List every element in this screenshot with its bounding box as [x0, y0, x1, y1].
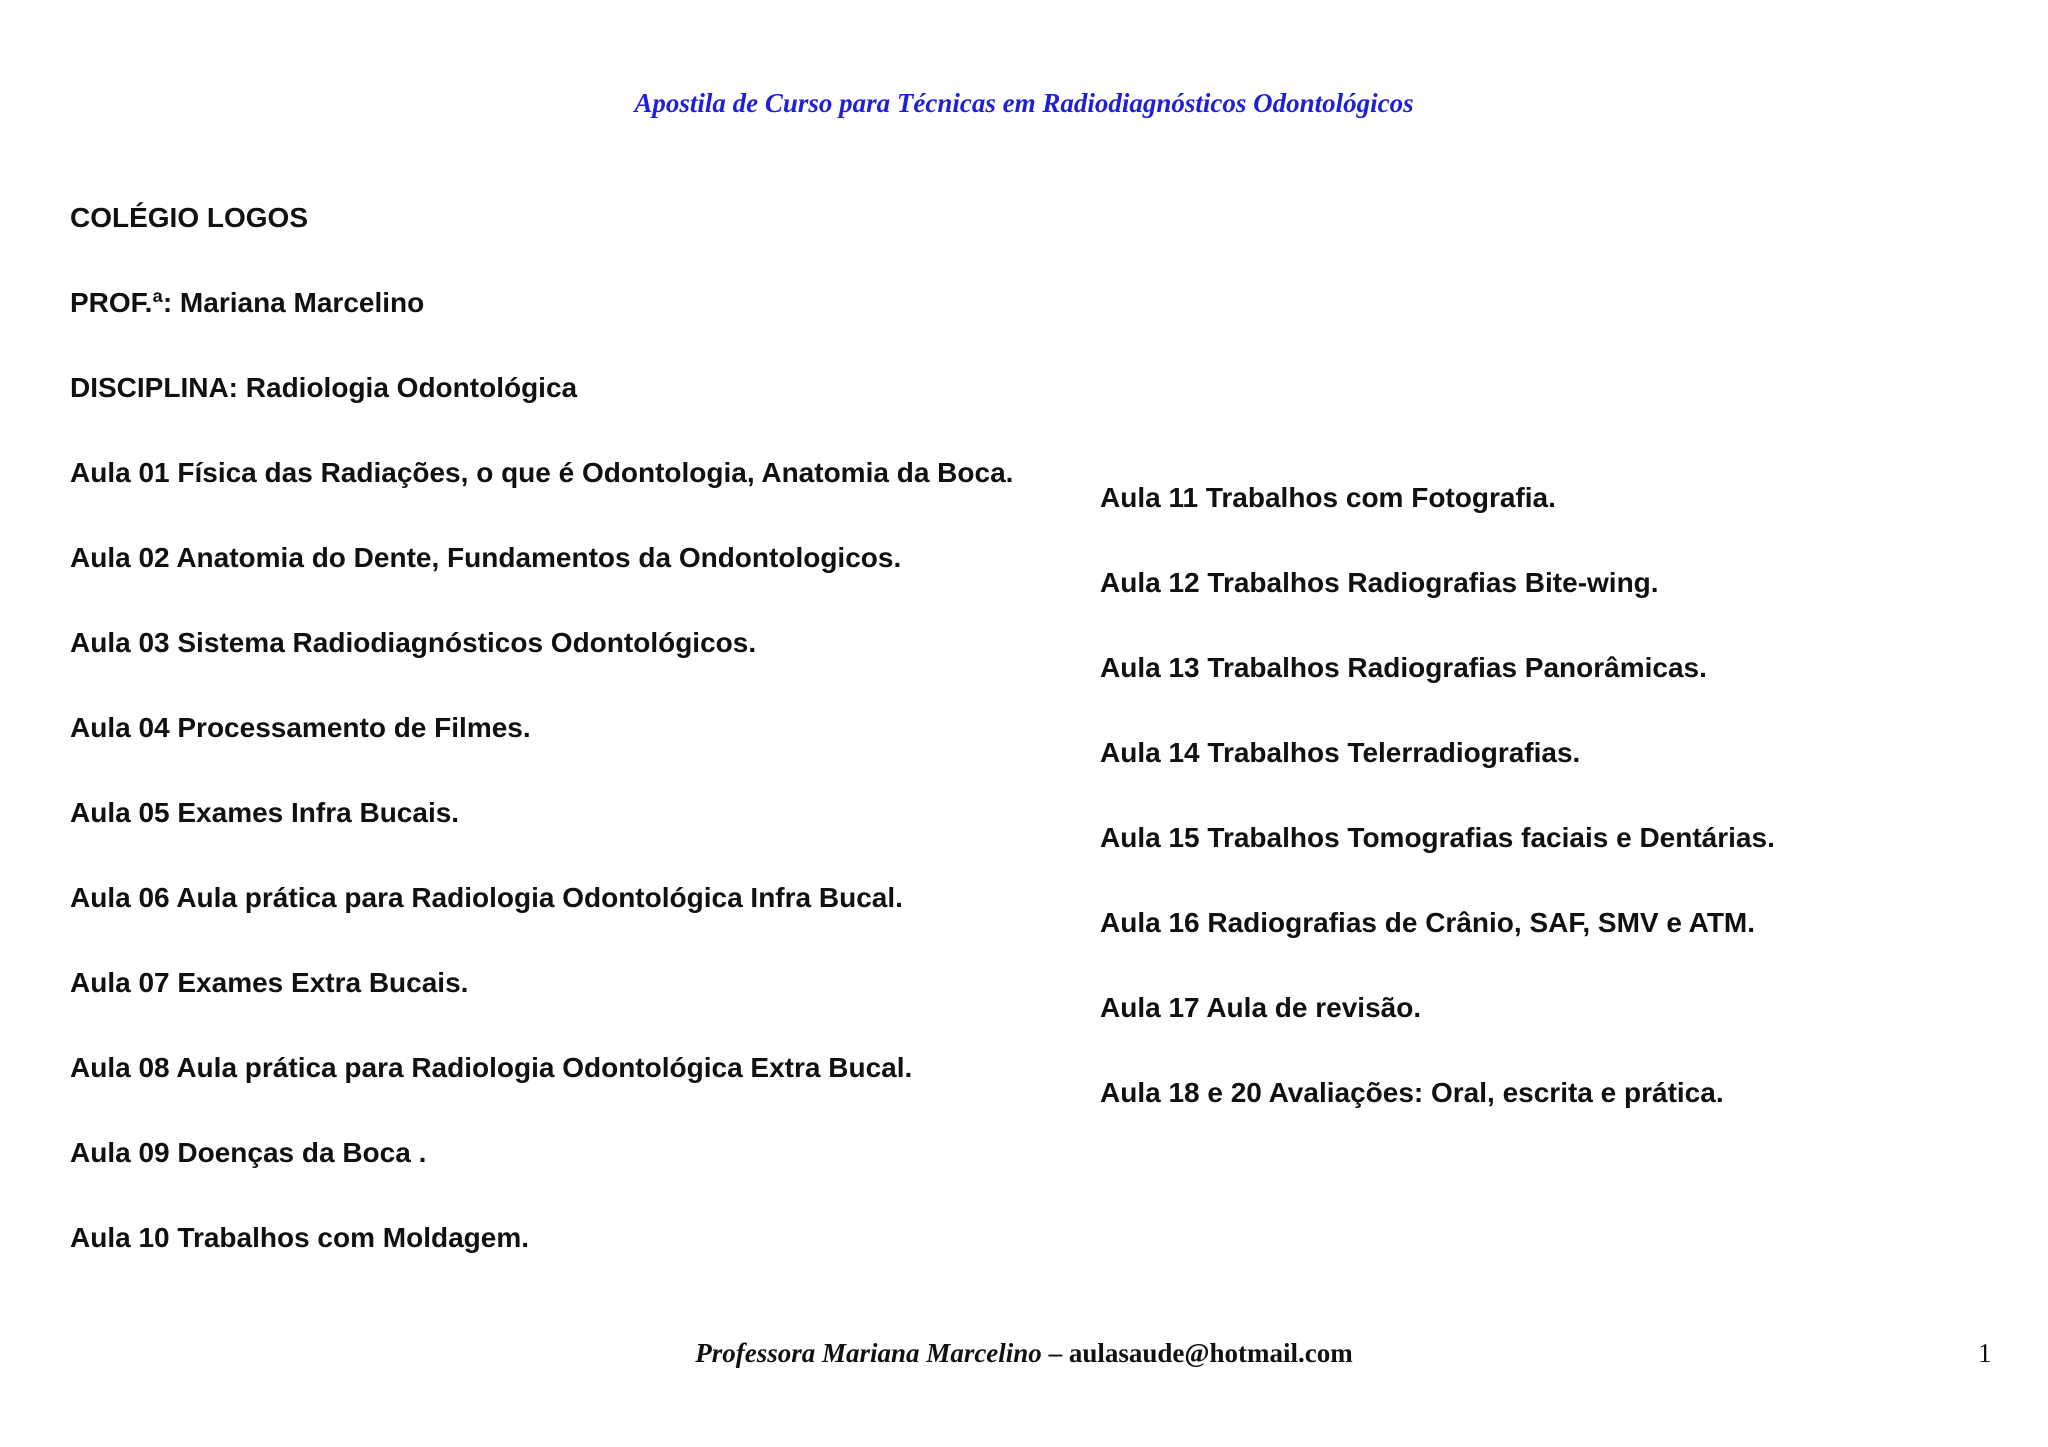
- lesson-item: Aula 05 Exames Infra Bucais.: [70, 797, 460, 828]
- lesson-item: Aula 06 Aula prática para Radiologia Odontológica Infra Bucal.: [70, 882, 903, 913]
- lesson-item: Aula 10 Trabalhos com Moldagem.: [70, 1222, 530, 1253]
- professor-name: PROF.ª: Mariana Marcelino: [70, 287, 425, 318]
- lesson-item: Aula 18 e 20 Avaliações: Oral, escrita e prática.: [1100, 1077, 1724, 1108]
- document-header-title: Apostila de Curso para Técnicas em Radiodiagnósticos Odontológicos: [634, 88, 1414, 118]
- school-name: COLÉGIO LOGOS: [70, 202, 309, 233]
- right-column: [1100, 473, 2000, 1153]
- footer-email: aulasaude@hotmail.com: [1068, 1338, 1353, 1368]
- lesson-item: Aula 09 Doenças da Boca .: [70, 1137, 427, 1168]
- discipline-name: DISCIPLINA: Radiologia Odontológica: [70, 372, 578, 403]
- page-number: 1: [1978, 1338, 1992, 1368]
- page-footer: [0, 1338, 2048, 1369]
- lesson-item: Aula 17 Aula de revisão.: [1100, 992, 1422, 1023]
- lesson-item: Aula 01 Física das Radiações, o que é Odontologia, Anatomia da Boca.: [70, 457, 1014, 488]
- lesson-item: Aula 14 Trabalhos Telerradiografias.: [1100, 737, 1581, 768]
- lesson-item: Aula 03 Sistema Radiodiagnósticos Odontológicos.: [70, 627, 757, 658]
- lesson-item: Aula 12 Trabalhos Radiografias Bite-wing.: [1100, 567, 1659, 598]
- lesson-item: Aula 07 Exames Extra Bucais.: [70, 967, 469, 998]
- lesson-item: Aula 08 Aula prática para Radiologia Odontológica Extra Bucal.: [70, 1052, 913, 1083]
- footer-author: Professora Mariana Marcelino: [695, 1338, 1042, 1368]
- lesson-item: Aula 15 Trabalhos Tomografias faciais e Dentárias.: [1100, 822, 1775, 853]
- lesson-item: Aula 16 Radiografias de Crânio, SAF, SMV e ATM.: [1100, 907, 1756, 938]
- lesson-item: Aula 02 Anatomia do Dente, Fundamentos da Ondontologicos.: [70, 542, 902, 573]
- lesson-item: Aula 04 Processamento de Filmes.: [70, 712, 531, 743]
- left-column: [70, 193, 1015, 1298]
- lesson-item: Aula 11 Trabalhos com Fotografia.: [1100, 482, 1556, 513]
- footer-separator: –: [1041, 1338, 1069, 1368]
- lesson-item: Aula 13 Trabalhos Radiografias Panorâmicas.: [1100, 652, 1707, 683]
